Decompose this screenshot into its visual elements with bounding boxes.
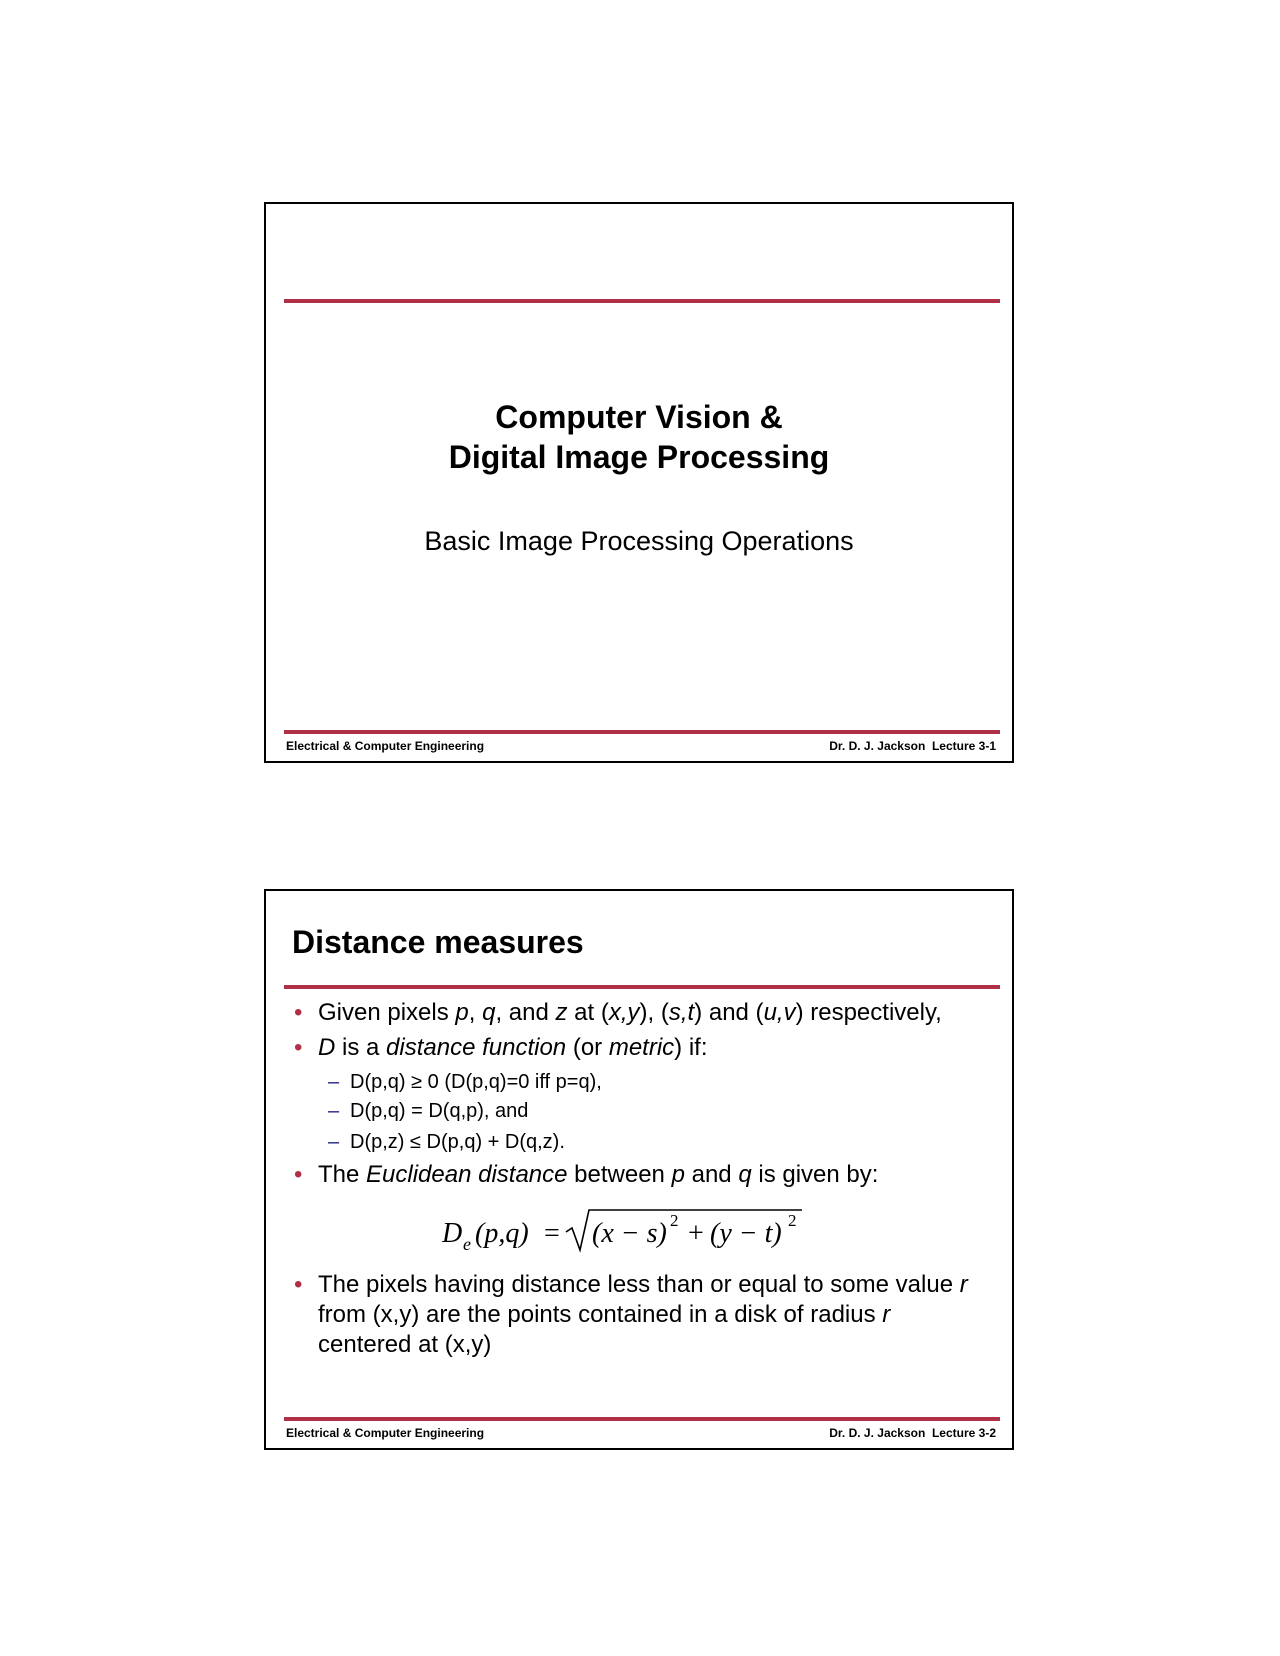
slide-1 — [264, 202, 1014, 763]
bullet-marker: • — [294, 999, 303, 1026]
bullet-marker: • — [294, 1034, 303, 1061]
title-line-1: Computer Vision & — [495, 399, 783, 435]
slide-heading: Distance measures — [292, 924, 584, 960]
slide-2 — [264, 889, 1014, 1450]
footer-department: Electrical & Computer Engineering — [286, 1426, 485, 1440]
bullet-text: D is a distance function (or metric) if: — [318, 1034, 708, 1061]
title-rule — [284, 299, 1000, 303]
bullet-text: The Euclidean distance between p and q is given by: — [318, 1161, 879, 1188]
sub-bullet-text: D(p,z) ≤ D(p,q) + D(q,z). — [350, 1131, 565, 1153]
formula-term-2: (y − t) — [710, 1218, 782, 1249]
bullet-marker: • — [294, 1161, 303, 1188]
heading-rule — [284, 985, 1000, 989]
title-line-2: Digital Image Processing — [448, 439, 830, 475]
bullet-text: Given pixels p, q, and z at (x,y), (s,t) and (u,v) respectively, — [318, 999, 942, 1026]
formula-plus: + — [688, 1218, 704, 1249]
footer-rule — [284, 730, 1000, 734]
euclidean-formula — [442, 1206, 802, 1254]
bullet-marker: • — [294, 1271, 303, 1298]
footer-department: Electrical & Computer Engineering — [286, 739, 485, 753]
formula-equals: = — [544, 1218, 560, 1249]
dash-marker: – — [328, 1100, 340, 1122]
formula-exp-2: 2 — [788, 1211, 797, 1230]
dash-marker: – — [328, 1131, 340, 1153]
footer-rule — [284, 1417, 1000, 1421]
footer-lecture: Dr. D. J. Jackson Lecture 3-2 — [829, 1426, 996, 1440]
formula-exp-1: 2 — [670, 1211, 679, 1230]
sub-bullet-text: D(p,q) = D(q,p), and — [350, 1100, 529, 1122]
formula-subscript: e — [463, 1234, 471, 1254]
footer-lecture: Dr. D. J. Jackson Lecture 3-1 — [829, 739, 996, 753]
slide-subtitle: Basic Image Processing Operations — [424, 526, 854, 556]
formula-term-1: (x − s) — [592, 1218, 667, 1249]
bullet-text: The pixels having distance less than or equal to some value r from (x,y) are the points contained in a disk of radius r centered at (x,y) — [318, 1271, 968, 1358]
sub-bullet-text: D(p,q) ≥ 0 (D(p,q)=0 iff p=q), — [350, 1071, 602, 1093]
dash-marker: – — [328, 1071, 340, 1093]
slide-title — [266, 397, 1012, 477]
formula-lhs: D — [442, 1218, 463, 1249]
formula-args: (p,q) — [475, 1218, 529, 1249]
